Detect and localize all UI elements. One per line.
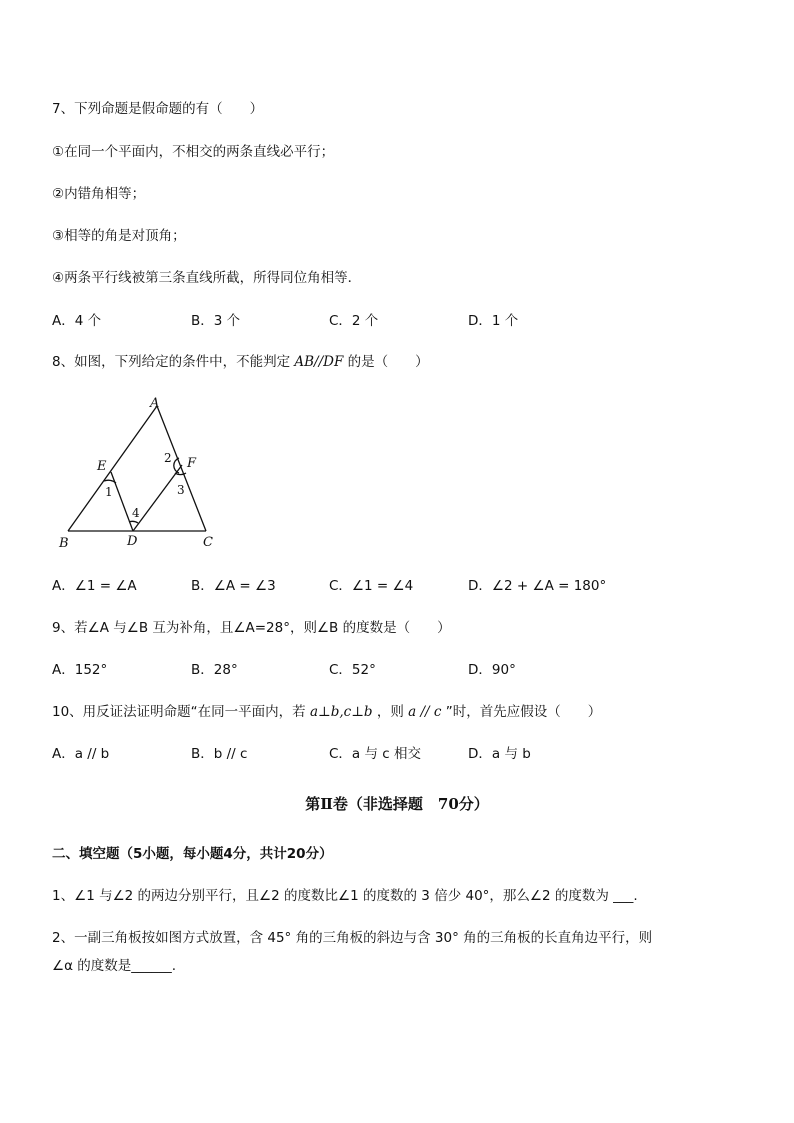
label-b: B [59,536,69,551]
q7-options [52,311,752,331]
q7-stem: 7、下列命题是假命题的有（ ） [52,101,264,117]
label-d: D [127,534,138,549]
q7-statement-3: ③相等的角是对顶角； [52,228,186,244]
q7-statement-2: ②内错角相等； [52,186,146,202]
q7-option-a[interactable]: A．4 个 [52,313,102,329]
q7-statement-4: ④两条平行线被第三条直线所截，所得同位角相等． [52,270,362,286]
fill-q2-line-2: ∠α 的度数是______. [52,958,177,974]
q8-option-b[interactable]: B．∠A = ∠3 [191,578,276,594]
q9-option-a[interactable]: A．152° [52,662,108,678]
q10-stem-math-1: a⊥b,c⊥b [309,704,373,720]
angle-label-4: 4 [132,506,140,520]
q7-option-b[interactable]: B．3 个 [191,313,241,329]
fill-in-heading: 二、填空题（5小题，每小题4分，共计20分） [52,846,333,862]
side-ac [157,406,206,531]
q10-stem-tail: ”时，首先应假设（ ） [445,704,602,720]
q8-option-c[interactable]: C．∠1 = ∠4 [329,578,414,594]
section-2-title: 第Ⅱ卷（非选择题 70分） [305,795,489,813]
q10-option-a[interactable]: A．a // b [52,746,110,762]
q10-stem-math-2: a // c [408,704,442,720]
angle-label-2: 2 [164,451,172,465]
label-a: A [150,396,160,411]
angle-3-arc [175,473,186,475]
label-c: C [203,535,213,550]
q8-option-a[interactable]: A．∠1 = ∠A [52,578,137,594]
q7-option-c[interactable]: C．2 个 [329,313,379,329]
angle-label-1: 1 [105,485,113,499]
q10-stem-mid: ，则 [376,704,404,720]
q9-options [52,660,752,680]
q10-option-d[interactable]: D．a 与 b [468,746,531,762]
q8-stem-math: AB//DF [294,354,344,370]
q10-stem [52,702,601,722]
label-f: F [187,456,197,471]
q8-stem-text: 8、如图，下列给定的条件中，不能判定 [52,354,291,370]
q7-statement-1: ①在同一个平面内，不相交的两条直线必平行； [52,144,335,160]
q10-option-c[interactable]: C．a 与 c 相交 [329,746,421,762]
angle-label-3: 3 [177,483,185,497]
q8-triangle-figure [52,392,232,554]
q8-option-d[interactable]: D．∠2 + ∠A = 180° [468,578,607,594]
side-ab [68,406,157,531]
q9-option-b[interactable]: B．28° [191,662,238,678]
fill-q2-line-1: 2、一副三角板按如图方式放置，含 45° 角的三角板的斜边与含 30° 角的三角板的长直角边平行，则 [52,930,653,946]
q9-option-c[interactable]: C．52° [329,662,376,678]
q8-options [52,576,752,596]
q10-option-b[interactable]: B．b // c [191,746,248,762]
segment-df [133,465,182,531]
q10-stem-text: 10、用反证法证明命题“在同一平面内，若 [52,704,306,720]
q10-options [52,744,752,764]
q8-stem-tail: 的是（ ） [347,354,429,370]
q9-option-d[interactable]: D．90° [468,662,516,678]
fill-q1: 1、∠1 与∠2 的两边分别平行，且∠2 的度数比∠1 的度数的 3 倍少 40°，那么∠2 的度数为 ___. [52,888,638,904]
label-e: E [97,459,107,474]
q7-option-d[interactable]: D．1 个 [468,313,519,329]
q9-stem: 9、若∠A 与∠B 互为补角，且∠A=28°，则∠B 的度数是（ ） [52,620,451,636]
q8-stem [52,352,429,372]
